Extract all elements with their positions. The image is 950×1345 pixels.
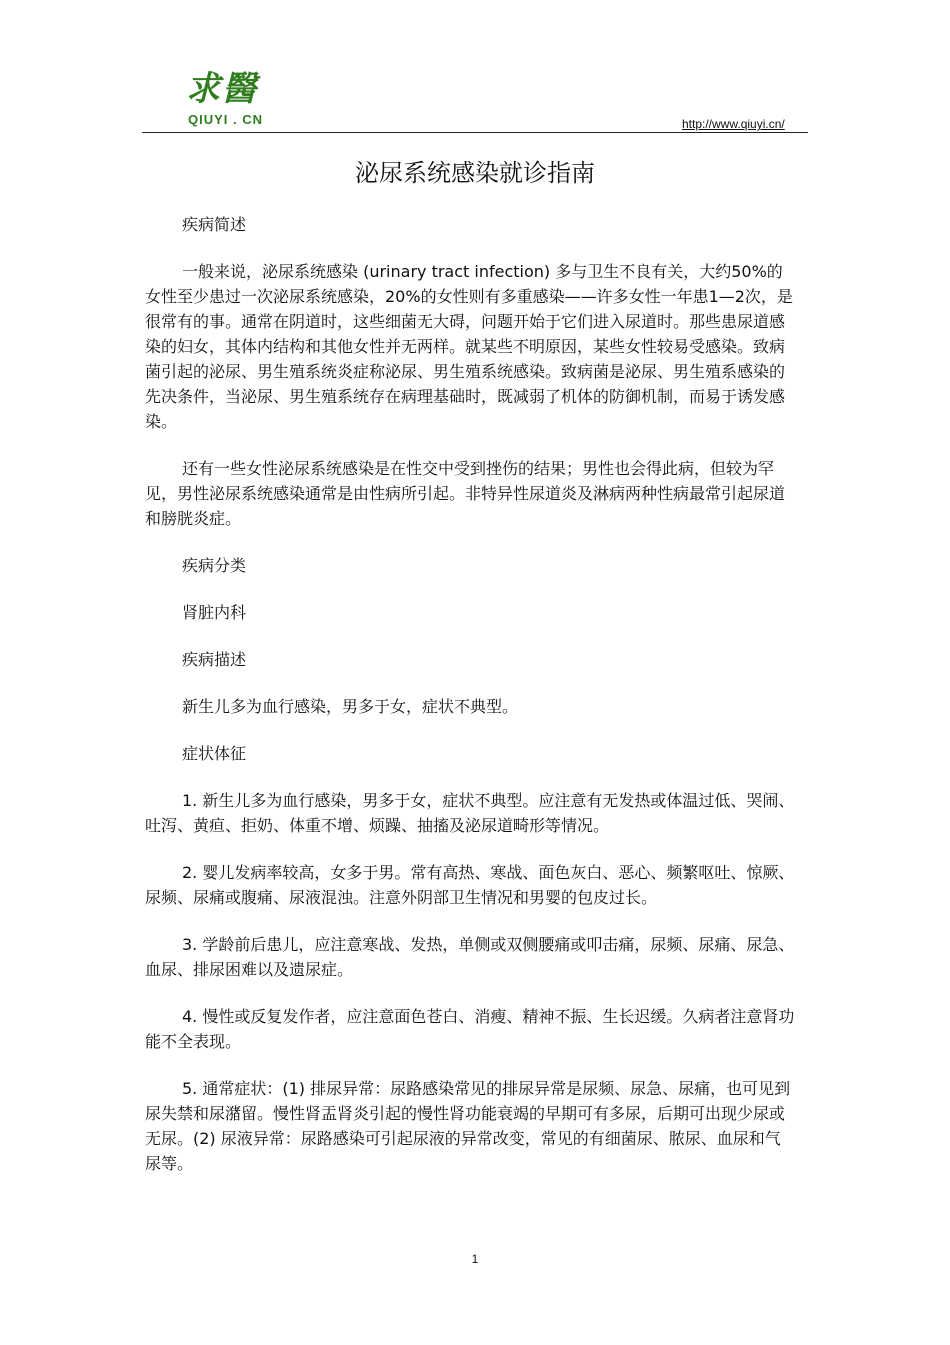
symptom-item: 5. 通常症状：(1) 排尿异常：尿路感染常见的排尿异常是尿频、尿急、尿痛，也可见到尿失禁和尿潴留。慢性肾盂肾炎引起的慢性肾功能衰竭的早期可有多尿，后期可出现少尿或无尿。(2) 尿液异常：尿路感染可引起尿液的异常改变，常见的有细菌尿、脓尿、血尿和气尿等。: [145, 1079, 791, 1173]
logo-chinese: 求醫: [186, 69, 258, 109]
intro-paragraph-1: 一般来说，泌尿系统感染 (urinary tract infection) 多与卫生不良有关，大约50%的女性至少患过一次泌尿系统感染，20%的女性则有多重感染——许多女性一年患1—2次，是很常有的事。通常在阴道时，这些细菌无大碍，问题开始于它们进入尿道时。那些患尿道感染的妇女，其体内结构和其他女性并无两样。就某些不明原因，某些女性较易受感染。致病菌引起的泌尿、男生殖系统炎症称泌尿、男生殖系统感染。致病菌是泌尿、男生殖系感染的先决条件，当泌尿、男生殖系统存在病理基础时，既减弱了机体的防御机制，而易于诱发感染。: [145, 262, 793, 431]
description-value: 新生儿多为血行感染，男多于女，症状不典型。: [182, 697, 519, 716]
logo-english: QIUYI . CN: [188, 112, 264, 127]
header-url-link[interactable]: http://www.qiuyi.cn/: [682, 117, 785, 131]
symptom-item: 3. 学龄前后患儿，应注意寒战、发热，单侧或双侧腰痛或叩击痛，尿频、尿痛、尿急、血尿、排尿困难以及遗尿症。: [145, 935, 795, 979]
header-divider: [142, 132, 808, 133]
symptom-item: 4. 慢性或反复发作者，应注意面色苍白、消瘦、精神不振、生长迟缓。久病者注意肾功能不全表现。: [145, 1007, 795, 1051]
logo: [186, 68, 276, 130]
section-heading-category: 疾病分类: [182, 556, 247, 575]
page-number: 1: [471, 1252, 479, 1266]
document-body: [145, 212, 795, 1176]
section-heading-description: 疾病描述: [182, 650, 247, 669]
section-heading-intro: 疾病简述: [182, 215, 247, 234]
document-title: 泌尿系统感染就诊指南: [355, 159, 595, 187]
intro-paragraph-2: 还有一些女性泌尿系统感染是在性交中受到挫伤的结果；男性也会得此病，但较为罕见，男性泌尿系统感染通常是由性病所引起。非特异性尿道炎及淋病两种性病最常引起尿道和膀胱炎症。: [145, 459, 786, 528]
symptom-item: 2. 婴儿发病率较高，女多于男。常有高热、寒战、面色灰白、恶心、频繁呕吐、惊厥、尿频、尿痛或腹痛、尿液混浊。注意外阴部卫生情况和男婴的包皮过长。: [145, 863, 795, 907]
category-value: 肾脏内科: [182, 603, 247, 622]
symptom-item: 1. 新生儿多为血行感染，男多于女，症状不典型。应注意有无发热或体温过低、哭闹、吐泻、黄疸、拒奶、体重不增、烦躁、抽搐及泌尿道畸形等情况。: [145, 791, 795, 835]
section-heading-symptoms: 症状体征: [182, 744, 247, 763]
